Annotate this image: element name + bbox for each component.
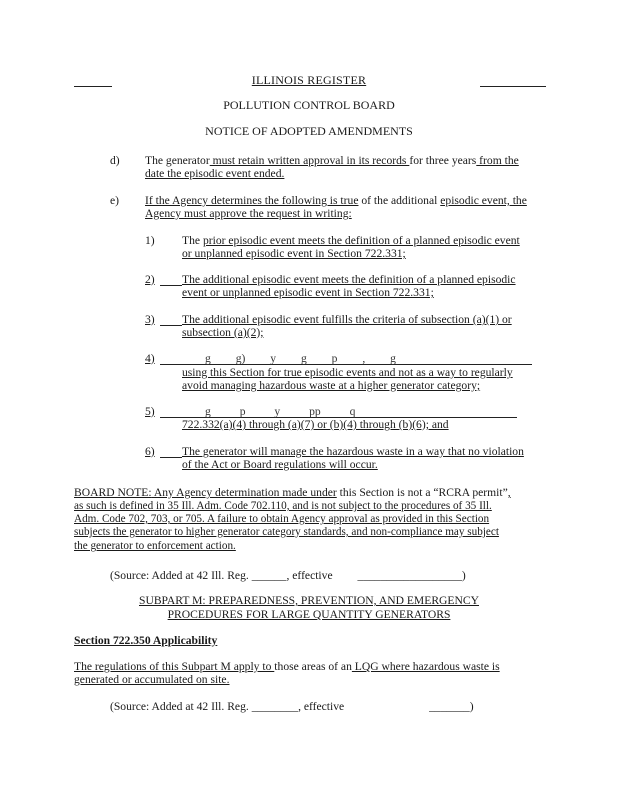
para-d-line1: The generator must retain written approval in its records for three years from the xyxy=(145,154,519,167)
item-4-line1: g g) y g p , g xyxy=(205,352,396,365)
item-6-gap xyxy=(160,457,182,458)
item-6-line1: The generator will manage the hazardous waste in a way that no violation xyxy=(182,445,524,458)
board-note-line4: subjects the generator to higher generator category standards, and non-compliance may subject xyxy=(74,526,499,538)
item-3-label: 3) xyxy=(145,313,155,326)
subpart-title-line1: SUBPART M: PREPAREDNESS, PREVENTION, AND EMERGENCY xyxy=(139,594,479,607)
item-1-line2: or unplanned episodic event in Section 722.331; xyxy=(182,247,406,260)
item-1-label: 1) xyxy=(145,234,155,247)
section-line2: generated or accumulated on site. xyxy=(74,673,230,686)
source-note-2: (Source: Added at 42 Ill. Reg. ________, effective _______) xyxy=(110,700,474,713)
subpart-title-line2: PROCEDURES FOR LARGE QUANTITY GENERATORS xyxy=(167,608,451,621)
para-e-label: e) xyxy=(110,194,120,207)
item-3-line1: The additional episodic event fulfills the criteria of subsection (a)(1) or xyxy=(182,313,512,326)
para-e-line2: Agency must approve the request in writing: xyxy=(145,207,352,220)
item-1-line1: The prior episodic event meets the definition of a planned episodic event xyxy=(182,234,520,247)
source-note-1: (Source: Added at 42 Ill. Reg. ______, effective __________________) xyxy=(110,569,466,582)
item-5-line1: g p y pp q xyxy=(205,405,356,418)
notice-title: NOTICE OF ADOPTED AMENDMENTS xyxy=(205,124,413,138)
header-rule-right xyxy=(480,86,546,87)
item-4-line3: avoid managing hazardous waste at a higher generator category; xyxy=(182,379,481,392)
board-note-line2: as such is defined in 35 Ill. Adm. Code 702.110, and is not subject to the procedures of 35 Ill. xyxy=(74,500,492,512)
para-d-line2: date the episodic event ended. xyxy=(145,167,285,180)
item-3-line2: subsection (a)(2); xyxy=(182,326,264,339)
item-5-line2: 722.332(a)(4) through (a)(7) or (b)(4) through (b)(6); and xyxy=(182,418,449,431)
item-2-label: 2) xyxy=(145,273,155,286)
item-2-line1: The additional episodic event meets the definition of a planned episodic xyxy=(182,273,516,286)
board-note-line1: BOARD NOTE: Any Agency determination made under this Section is not a “RCRA permit”, xyxy=(74,486,511,499)
register-title: ILLINOIS REGISTER xyxy=(251,73,367,87)
item-6-label: 6) xyxy=(145,445,155,458)
para-d-label: d) xyxy=(110,154,120,167)
item-2-gap xyxy=(160,285,182,286)
item-3-gap xyxy=(160,325,182,326)
section-line1: The regulations of this Subpart M apply to those areas of an LQG where hazardous waste is xyxy=(74,660,500,673)
section-heading: Section 722.350 Applicability xyxy=(74,634,218,647)
para-e-line1: If the Agency determines the following is true of the additional episodic event, the xyxy=(145,194,527,207)
board-note-line5: the generator to enforcement action. xyxy=(74,540,236,552)
item-5-label: 5) xyxy=(145,405,155,418)
item-4-line2: using this Section for true episodic events and not as a way to regularly xyxy=(182,366,513,379)
item-4-label: 4) xyxy=(145,352,155,365)
board-title: POLLUTION CONTROL BOARD xyxy=(223,98,395,112)
item-2-line2: event or unplanned episodic event in Section 722.331; xyxy=(182,286,434,299)
board-note-line3: Adm. Code 702, 703, or 705. A failure to obtain Agency approval as provided in this Section xyxy=(74,513,490,525)
item-6-line2: of the Act or Board regulations will occur. xyxy=(182,458,378,471)
